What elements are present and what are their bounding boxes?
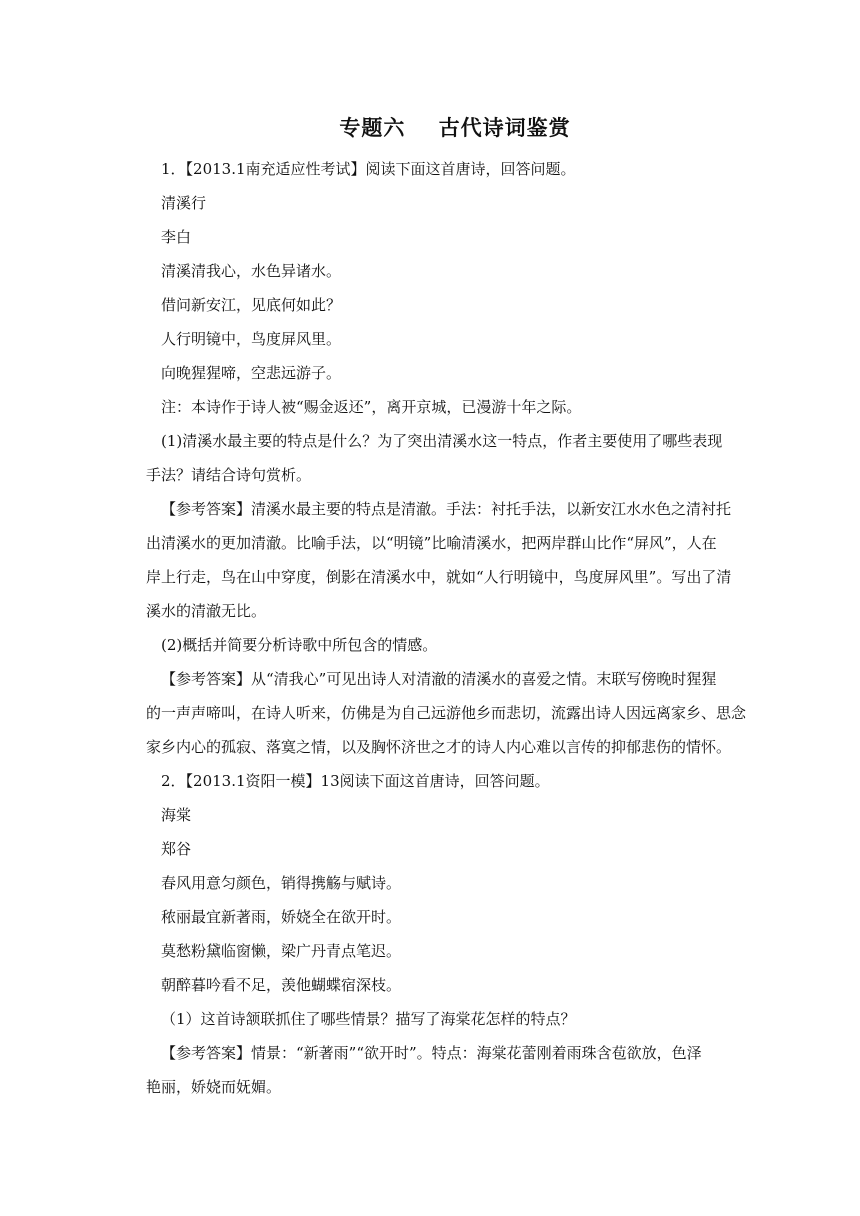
q1-sub1-answer-line-2: 出清溪水的更加清澈。比喻手法，以“明镜”比喻清溪水，把两岸群山比作“屏风”，人在 bbox=[146, 534, 717, 552]
poem-1-line-3: 人行明镜中，鸟度屏风里。 bbox=[161, 330, 342, 348]
q1-sub2-answer-line-3: 家乡内心的孤寂、落寞之情，以及胸怀济世之才的诗人内心难以言传的抑郁悲伤的情怀。 bbox=[146, 738, 732, 756]
poem-2-line-1: 春风用意匀颜色，销得携觞与赋诗。 bbox=[161, 874, 402, 892]
question-2-prompt: 2．【2013.1资阳一模】13阅读下面这首唐诗，回答问题。 bbox=[161, 772, 550, 790]
q2-sub1-question: （1）这首诗颔联抓住了哪些情景？描写了海棠花怎样的特点？ bbox=[161, 1010, 576, 1028]
q1-sub1-answer-line-1: 【参考答案】清溪水最主要的特点是清澈。手法：衬托手法，以新安江水水色之清衬托 bbox=[161, 500, 732, 518]
q1-sub2-answer-line-2: 的一声声啼叫，在诗人听来，仿佛是为自己远游他乡而悲切，流露出诗人因远离家乡、思念 bbox=[146, 704, 747, 722]
question-1-prompt: 1．【2013.1南充适应性考试】阅读下面这首唐诗，回答问题。 bbox=[161, 160, 576, 178]
poem-1-title: 清溪行 bbox=[161, 194, 207, 212]
poem-1-line-1: 清溪清我心，水色异诸水。 bbox=[161, 262, 342, 280]
poem-2-line-2: 秾丽最宜新著雨，娇娆全在欲开时。 bbox=[161, 908, 402, 926]
q1-sub2-question: (2)概括并简要分析诗歌中所包含的情感。 bbox=[161, 636, 438, 654]
poem-1-note: 注：本诗作于诗人被“赐金返还”，离开京城，已漫游十年之际。 bbox=[161, 398, 582, 416]
poem-2-author: 郑谷 bbox=[161, 840, 192, 858]
q1-sub1-question-line-2: 手法？请结合诗句赏析。 bbox=[146, 466, 312, 484]
q1-sub2-answer-line-1: 【参考答案】从“清我心”可见出诗人对清澈的清溪水的喜爱之情。末联写傍晚时猩猩 bbox=[161, 670, 717, 688]
q1-sub1-answer-line-4: 溪水的清澈无比。 bbox=[146, 602, 267, 620]
q2-sub1-answer-line-2: 艳丽，娇娆而妩媚。 bbox=[146, 1078, 282, 1096]
poem-2-line-3: 莫愁粉黛临窗懒，梁广丹青点笔迟。 bbox=[161, 942, 402, 960]
poem-1-line-4: 向晚猩猩啼，空悲远游子。 bbox=[161, 364, 342, 382]
q1-sub1-question-line-1: (1)清溪水最主要的特点是什么？为了突出清溪水这一特点，作者主要使用了哪些表现 bbox=[161, 432, 723, 450]
q1-sub1-answer-line-3: 岸上行走，鸟在山中穿度，倒影在清溪水中，就如“人行明镜中，鸟度屏风里”。写出了清 bbox=[146, 568, 732, 586]
poem-1-author: 李白 bbox=[161, 228, 192, 246]
poem-2-title: 海棠 bbox=[161, 806, 192, 824]
poem-2-line-4: 朝醉暮吟看不足，羡他蝴蝶宿深枝。 bbox=[161, 976, 402, 994]
q2-sub1-answer-line-1: 【参考答案】情景：“新著雨”“欲开时”。特点：海棠花蕾刚着雨珠含苞欲放，色泽 bbox=[161, 1044, 702, 1062]
poem-1-line-2: 借问新安江，见底何如此？ bbox=[161, 296, 342, 314]
page-title: 专题六 古代诗词鉴赏 bbox=[339, 116, 571, 140]
